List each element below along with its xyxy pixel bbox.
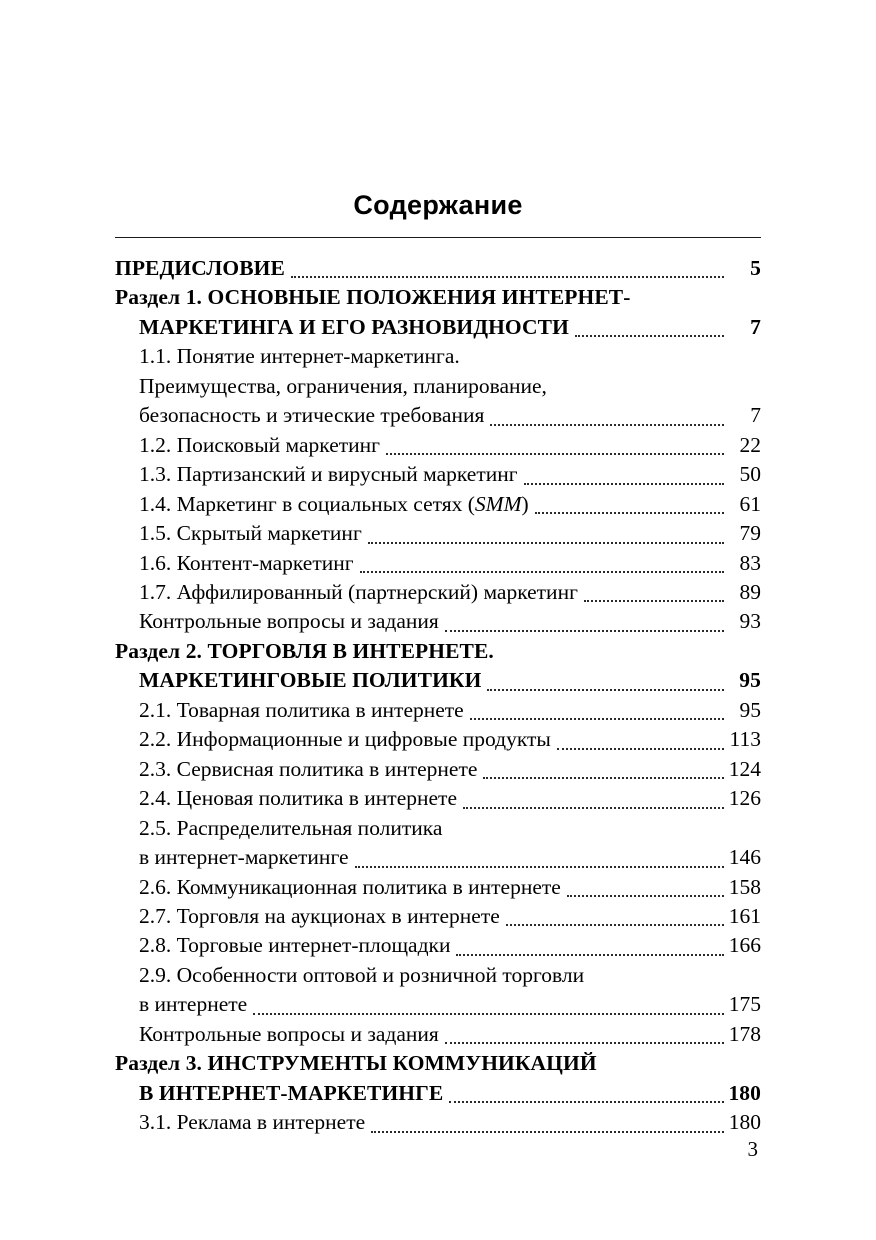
toc-page-number: 126 [728,786,761,811]
toc-leader-dots [291,276,724,278]
toc-leader-dots [490,424,724,426]
toc-page-number: 95 [739,668,761,693]
toc-entry-label: Контрольные вопросы и задания [139,609,439,634]
toc-leader-dots [567,895,724,897]
toc-leader-dots [487,689,724,691]
toc-entry-line[interactable] [115,342,761,371]
toc-entry[interactable] [115,666,761,695]
toc-entry[interactable] [115,519,761,548]
toc-leader-dots [449,1101,724,1103]
toc-leader-dots [463,807,724,809]
toc-leader-dots [253,1013,724,1015]
toc-entry-line[interactable] [115,372,761,401]
toc-page-number: 7 [750,314,761,339]
toc-entry-label: МАРКЕТИНГОВЫЕ ПОЛИТИКИ [139,668,482,693]
toc-entry[interactable] [115,990,761,1019]
toc-leader-dots [557,748,724,750]
toc-entry[interactable] [115,843,761,872]
toc-page-number: 89 [739,579,761,604]
toc-leader-dots [445,630,724,632]
toc-leader-dots [456,954,724,956]
toc-entry-line[interactable] [115,961,761,990]
toc-page-number: 93 [739,609,761,634]
toc-entry-label: 2.7. Торговля на аукционах в интернете [139,903,500,928]
folio-page-number: 3 [747,1137,758,1161]
toc-entry-label: 2.2. Информационные и цифровые продукты [139,727,551,752]
toc-entry-label: 1.3. Партизанский и вирусный маркетинг [139,462,518,487]
toc-entry[interactable] [115,784,761,813]
toc-entry-label: в интернет-маркетинге [139,845,349,870]
toc-entry[interactable] [115,313,761,342]
toc-entry-line[interactable] [115,637,761,666]
toc-leader-dots [506,924,724,926]
toc-page-number: 161 [728,903,761,928]
toc-entry[interactable] [115,873,761,902]
toc-entry-label: 2.3. Сервисная политика в интернете [139,756,478,781]
toc-entry[interactable] [115,755,761,784]
toc-entry-label: 1.7. Аффилированный (партнерский) маркетинг [139,579,578,604]
toc-entry-label: 2.8. Торговые интернет-площадки [139,933,451,958]
toc-page-number: 5 [750,256,761,280]
toc-page-number: 124 [728,756,761,781]
toc-leader-dots [483,777,724,779]
toc-page-number: 50 [739,462,761,487]
toc-leader-dots [386,453,724,455]
toc-page-number: 22 [739,432,761,457]
toc-entry-label: Раздел 1. ОСНОВНЫЕ ПОЛОЖЕНИЯ ИНТЕРНЕТ- [115,285,631,310]
toc-entry-label: МАРКЕТИНГА И ЕГО РАЗНОВИДНОСТИ [139,314,569,339]
toc-leader-dots [584,600,724,602]
toc-leader-dots [524,483,724,485]
toc-entry-label: Контрольные вопросы и задания [139,1021,439,1046]
toc-entry[interactable] [115,460,761,489]
toc-leader-dots [360,571,724,573]
toc-entry[interactable] [115,931,761,960]
toc-entry[interactable] [115,696,761,725]
toc-leader-dots [535,512,724,514]
toc-page-number: 95 [739,697,761,722]
toc-entry[interactable] [115,431,761,460]
toc-entry-label: 1.5. Скрытый маркетинг [139,521,362,546]
toc-entry[interactable] [115,902,761,931]
toc-entry-label: В ИНТЕРНЕТ-МАРКЕТИНГЕ [139,1080,444,1105]
toc-entry-line[interactable] [115,283,761,312]
toc-entry-label: 2.1. Товарная политика в интернете [139,697,464,722]
toc-entry[interactable] [115,578,761,607]
toc-entry-line[interactable] [115,1049,761,1078]
toc-list [115,254,761,1138]
toc-page-number: 146 [728,845,761,870]
toc-page-number: 180 [728,1110,761,1135]
toc-entry-label: Раздел 3. ИНСТРУМЕНТЫ КОММУНИКАЦИЙ [115,1051,597,1076]
toc-entry[interactable] [115,607,761,636]
toc-page-number: 83 [739,550,761,575]
toc-leader-dots [470,718,724,720]
toc-entry[interactable] [115,1108,761,1137]
toc-page-number: 61 [739,491,761,516]
toc-entry[interactable] [115,490,761,519]
toc-entry-label: 1.6. Контент-маркетинг [139,550,354,575]
title-divider [115,237,761,238]
toc-entry-label: безопасность и этические требования [139,403,485,428]
toc-entry[interactable] [115,1020,761,1049]
toc-entry-emphasis: SMM [474,491,522,516]
toc-page-number: 79 [739,521,761,546]
toc-leader-dots [371,1131,724,1133]
toc-entry-label: 1.2. Поисковый маркетинг [139,432,380,457]
toc-entry[interactable] [115,1079,761,1108]
toc-entry[interactable] [115,549,761,578]
page-title: Содержание [353,190,523,220]
toc-page-number: 175 [728,992,761,1017]
toc-entry-label: 1.1. Понятие интернет-маркетинга. [139,344,460,369]
toc-entry-label: Раздел 2. ТОРГОВЛЯ В ИНТЕРНЕТЕ. [115,638,494,663]
toc-leader-dots [355,866,724,868]
toc-entry[interactable] [115,254,761,283]
toc-page-number: 166 [728,933,761,958]
toc-page-number: 178 [728,1021,761,1046]
toc-entry-label: 2.4. Ценовая политика в интернете [139,786,457,811]
toc-page-number: 158 [728,874,761,899]
toc-leader-dots [445,1042,724,1044]
toc-entry-label: 1.4. Маркетинг в социальных сетях (SMM) [139,491,529,516]
toc-leader-dots [368,542,724,544]
toc-page-number: 180 [728,1080,761,1105]
toc-leader-dots [575,335,724,337]
toc-entry-label: 2.5. Распределительная политика [139,815,443,840]
toc-page-number: 113 [729,727,761,752]
toc-entry-label: 2.6. Коммуникационная политика в интернете [139,874,561,899]
toc-entry-label: Преимущества, ограничения, планирование, [139,373,547,398]
toc-entry-label: 3.1. Реклама в интернете [139,1110,366,1135]
toc-entry-label: 2.9. Особенности оптовой и розничной торговли [139,962,585,987]
toc-page-number: 7 [750,403,761,428]
toc-entry[interactable] [115,725,761,754]
toc-entry-line[interactable] [115,814,761,843]
toc-entry[interactable] [115,401,761,430]
toc-entry-label: ПРЕДИСЛОВИЕ [115,256,285,280]
toc-entry-label: в интернете [139,992,248,1017]
